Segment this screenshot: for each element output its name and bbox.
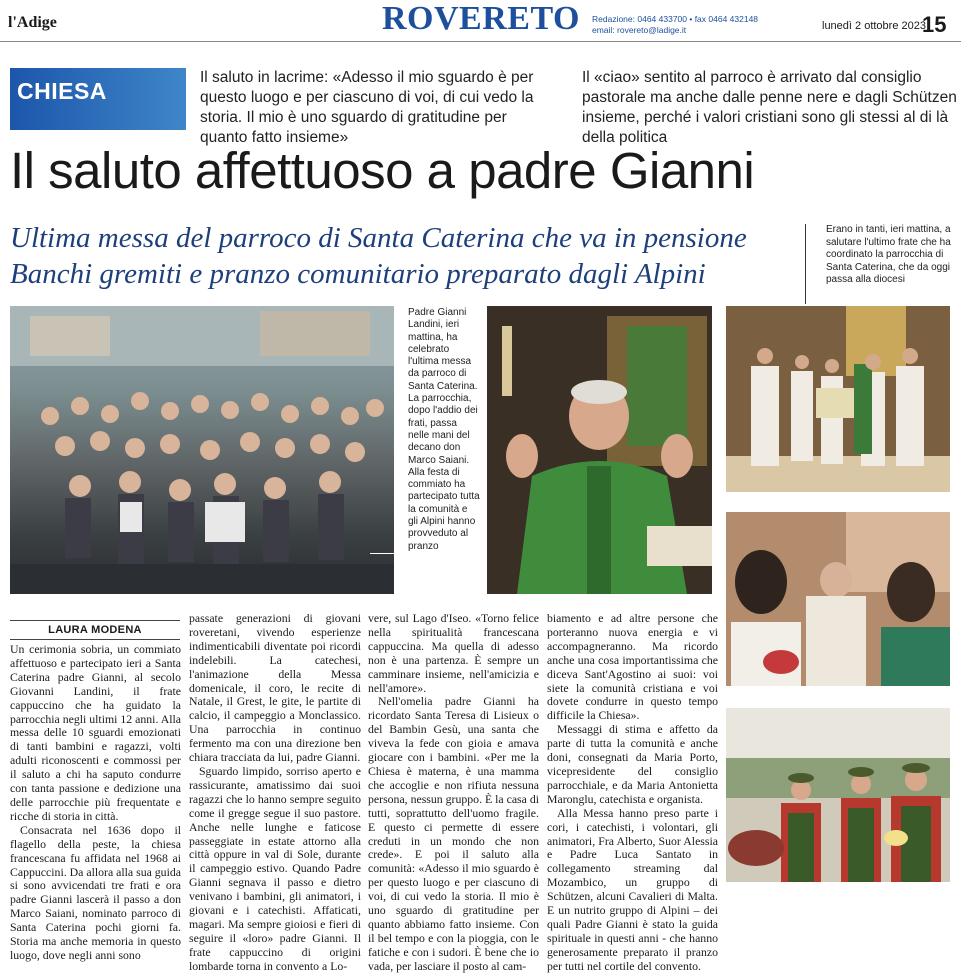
alpini-lunch-photo — [726, 708, 950, 882]
newspaper-logo: l'Adige — [8, 14, 57, 31]
article-byline: LAURA MODENA — [10, 620, 180, 640]
subhead-line-1: Ultima messa del parroco di Santa Caterina che va in pensione — [10, 222, 747, 254]
main-photo-caption: Padre Gianni Landini, ieri mattina, ha celebrato l'ultima messa da parroco di Santa Caterina. La parrocchia, dopo l'addio dei frati, passa nelle mani del decano don Marco Saiani. Alla festa di commiato ha partecipato tutta la comunità e gli Alpini hanno provveduto al pranzo — [408, 307, 480, 552]
paragraph: Un cerimonia sobria, un commiato affettuoso e partecipato ieri a Santa Caterina padre Gianni, al secolo Giovanni Landini, il frate cappuccino che ha guidato la parrocchia negli ultimi 12 anni. Alla messa delle 10 sguardi emozionati di tanti bambini e ragazzi, volti adulti riconoscenti e commossi per il saluto a chi ha saputo condurre con tanta passione e dedizione una delle parrocchie più frequentate e ricche di storia in città. — [10, 642, 182, 823]
greeting-photo-figures — [726, 512, 950, 686]
redazione-phone: Redazione: 0464 433700 • fax 0464 432148 — [592, 14, 759, 24]
section-label-box — [10, 68, 186, 130]
paragraph: vere, sul Lago d'Iseo. «Torno felice nella spiritualità francescana cappuccina. Ma quella di adesso non è una partenza. È sempre un camminare insieme, nell'amicizia e nell'amore». — [368, 611, 539, 695]
priest-celebrating-photo — [487, 306, 712, 594]
paragraph: Alla Messa hanno preso parte i cori, i catechisti, i volontari, gli animatori, Fra Alberto, Suor Alessia e Padre Luca Santato in collegamento streaming dal Mozambico, un gruppo di Schützen, alcuni Cavalieri di Malta. E un nutrito gruppo di Alpini – dei quali Padre Gianni è stato la guida spirituale in questi anni - che hanno generosamente preparato il pranzo per tutti nel cortile del convento. — [547, 805, 718, 973]
altar-photo-figures — [726, 306, 950, 492]
paragraph: Nell'omelia padre Gianni ha ricordato Santa Teresa di Lisieux o del Bambin Gesù, una santa che viveva la fede con gioia e amava giocare con i bambini. «Per me la Chiesa è materna, è una mamma che accoglie e non rifiuta nessuna persona, nessun gruppo. È la casa di tutti, soprattutto dell'uomo fragile. E questo ci permette di essere creduti in un mondo che non crede». E poi il saluto alla comunità: «Adesso il mio sguardo è per questo luogo e per ciascuno di voi, di cui vedo la storia. Il mio è uno sguardo di gratitudine per quanto abbiamo fatto insieme. Con il bel tempo e con la pioggia, con le fatiche e con i sudori. È bene che io vada, per lasciare il posto al cam- — [368, 694, 540, 973]
masthead — [0, 0, 961, 42]
redazione-email: email: rovereto@ladige.it — [592, 25, 687, 35]
article-subhead — [10, 220, 800, 292]
top-photo-caption: Erano in tanti, ieri mattina, a salutare l'ultimo frate che ha coordinato la parrocchia di Santa Caterina, che da oggi passa alla diocesi — [826, 224, 951, 285]
issue-date: lunedì 2 ottobre 2023 — [822, 20, 926, 32]
caption-divider — [805, 224, 806, 304]
alpini-photo-figures — [726, 708, 950, 882]
farewell-greeting-photo — [726, 512, 950, 686]
paragraph: biamento e ad altre persone che porteranno nuova energia e vi accompagneranno. Ma ricordo anche una cosa importantissima che diceva Sant'Agostino ai suoi: voi siete la comunità cristiana e voi dovete condurre in questo tempo difficile la Chiesa». — [547, 611, 718, 723]
kicker-summary: Il «ciao» sentito al parroco è arrivato dal consiglio pastorale ma anche dalle penne nere e dagli Schützen insieme, perché i valori cristiani sono gli stessi al di là della politica — [582, 69, 957, 146]
paragraph: passate generazioni di giovani roveretani, vivendo esperienze indimenticabili diventate poi ricordi indelebili. La catechesi, l'animazione della Messa domenicale, il coro, le recite di Natale, il Grest, le gite, le partite di calcio, il campeggio a Monclassico. Una parrocchia in continuo fermento ma con una direzione ben chiara tracciata da lui, padre Gianni. — [189, 611, 361, 765]
subhead-line-2: Banchi gremiti e pranzo comunitario preparato dagli Alpini — [10, 258, 706, 290]
caption-pointer-line — [370, 553, 406, 554]
text-column-2 — [189, 612, 361, 974]
section-label: CHIESA — [17, 78, 107, 104]
section-city-title: ROVERETO — [382, 0, 580, 37]
text-column-1 — [10, 643, 181, 963]
editorial-contacts — [592, 14, 758, 36]
article-headline: Il saluto affettuoso a padre Gianni — [10, 142, 755, 199]
kicker-quote: Il saluto in lacrime: «Adesso il mio sguardo è per questo luogo e per ciascuno di voi, di cui vedo la storia. Il mio è uno sguardo di gratitudine per quanto fatto insieme» — [200, 69, 534, 146]
crowd-group-photo — [10, 306, 394, 594]
priest-photo-figures — [487, 306, 712, 594]
altar-group-photo — [726, 306, 950, 492]
paragraph: Consacrata nel 1636 dopo il flagello della peste, la chiesa francescana fu affidata nel 1968 ai Cappuccini. Da allora alla sua guida si sono avvicendati tre frati e ora padre Gianni lascerà il passo a don Marco Saiani, nominato parroco di Santa Caterina pochi giorni fa. Storia ma anche memoria in questo luogo, dove negli anni sono — [10, 822, 181, 962]
page-number: 15 — [922, 12, 947, 37]
paragraph: Sguardo limpido, sorriso aperto e rassicurante, amatissimo dai suoi ragazzi che lo hanno sempre seguito come il gregge segue il suo pastore. Anche nelle lunghe e faticose passeggiate in estate attorno alla città oppure in val di Sole, durante il campeggio estivo. Quando Padre Gianni segnava il passo e dietro venivano i bambini, gli animatori, i giovani e i catechisti. Affaticati, magari. Ma sempre gioiosi e fieri di seguire il «loro» padre Gianni. Il frate cappuccino di origini lombarde torna in convento a Lo- — [189, 763, 361, 973]
text-column-3 — [368, 612, 539, 974]
crowd-photo-figures — [10, 306, 394, 594]
text-column-4 — [547, 612, 718, 974]
paragraph: Messaggi di stima e affetto da parte di tutta la comunità e anche doni, consegnati da Maria Porto, vicepresidente del consiglio parrocchiale, e da Maria Antonietta Maronglu, catechista e organista. — [547, 722, 718, 806]
